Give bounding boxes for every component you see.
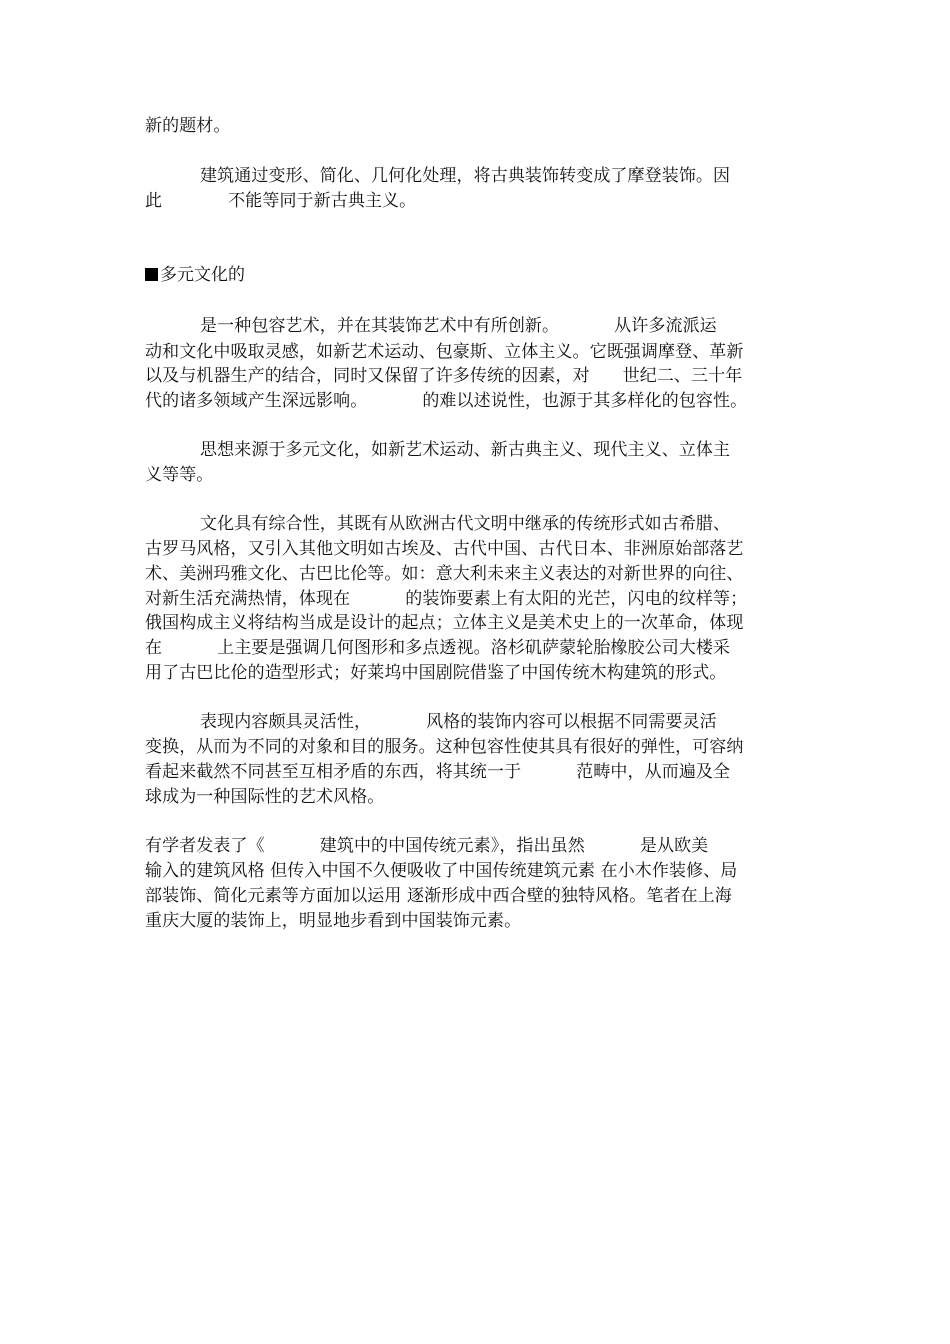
paragraph-line: 表现内容颇具灵活性， 风格的装饰内容可以根据不同需要灵活 xyxy=(145,712,717,732)
paragraph-line: 部装饰、简化元素等方面加以运用 逐渐形成中西合壁的独特风格。笔者在上海 xyxy=(145,886,732,906)
section-heading xyxy=(145,263,245,287)
paragraph-line: 球成为一种国际性的艺术风格。 xyxy=(145,787,385,807)
paragraph-line: 动和文化中吸取灵感，如新艺术运动、包豪斯、立体主义。它既强调摩登、革新 xyxy=(145,342,744,362)
paragraph-line: 此 不能等同于新古典主义。 xyxy=(145,191,417,211)
paragraph-line: 俄国构成主义将结构当成是设计的起点；立体主义是美术史上的一次革命，体现 xyxy=(145,613,744,633)
paragraph-line: 重庆大厦的装饰上，明显地步看到中国装饰元素。 xyxy=(145,911,522,931)
paragraph-line: 有学者发表了《 建筑中的中国传统元素》，指出虽然 是从欧美 xyxy=(145,836,709,856)
paragraph-line: 文化具有综合性，其既有从欧洲古代文明中继承的传统形式如古希腊、 xyxy=(145,514,731,534)
paragraph-line: 新的题材。 xyxy=(145,116,231,136)
paragraph-line: 代的诸多领域产生深远影响。 的难以述说性，也源于其多样化的包容性。 xyxy=(145,391,748,411)
paragraph-line: 输入的建筑风格 但传入中国不久便吸收了中国传统建筑元素 在小木作装修、局 xyxy=(145,861,738,881)
paragraph-line: 义等等。 xyxy=(145,465,214,485)
section-heading-text: 多元文化的 xyxy=(160,265,245,285)
paragraph-line: 思想来源于多元文化，如新艺术运动、新古典主义、现代主义、立体主 xyxy=(145,440,731,460)
paragraph-line: 是一种包容艺术，并在其装饰艺术中有所创新。 从许多流派运 xyxy=(145,316,717,336)
paragraph-line: 古罗马风格，又引入其他文明如古埃及、古代中国、古代日本、非洲原始部落艺 xyxy=(145,539,744,559)
paragraph-line: 在 上主要是强调几何图形和多点透视。洛杉矶萨蒙轮胎橡胶公司大楼采 xyxy=(145,638,731,658)
paragraph-line: 变换，从而为不同的对象和目的服务。这种包容性使其具有很好的弹性，可容纳 xyxy=(145,737,744,757)
black-square-icon xyxy=(145,268,158,281)
paragraph-line: 看起来截然不同甚至互相矛盾的东西，将其统一于 范畴中，从而遍及全 xyxy=(145,762,731,782)
paragraph-line: 以及与机器生产的结合，同时又保留了许多传统的因素，对 世纪二、三十年 xyxy=(145,366,743,386)
paragraph-line: 建筑通过变形、简化、几何化处理，将古典装饰转变成了摩登装饰。因 xyxy=(145,166,731,186)
paragraph-line: 对新生活充满热情，体现在 的装饰要素上有太阳的光芒，闪电的纹样等； xyxy=(145,589,748,609)
paragraph-line: 术、美洲玛雅文化、古巴比伦等。如：意大利未来主义表达的对新世界的向往、 xyxy=(145,564,744,584)
paragraph-line: 用了古巴比伦的造型形式；好莱坞中国剧院借鉴了中国传统木构建筑的形式。 xyxy=(145,663,727,683)
